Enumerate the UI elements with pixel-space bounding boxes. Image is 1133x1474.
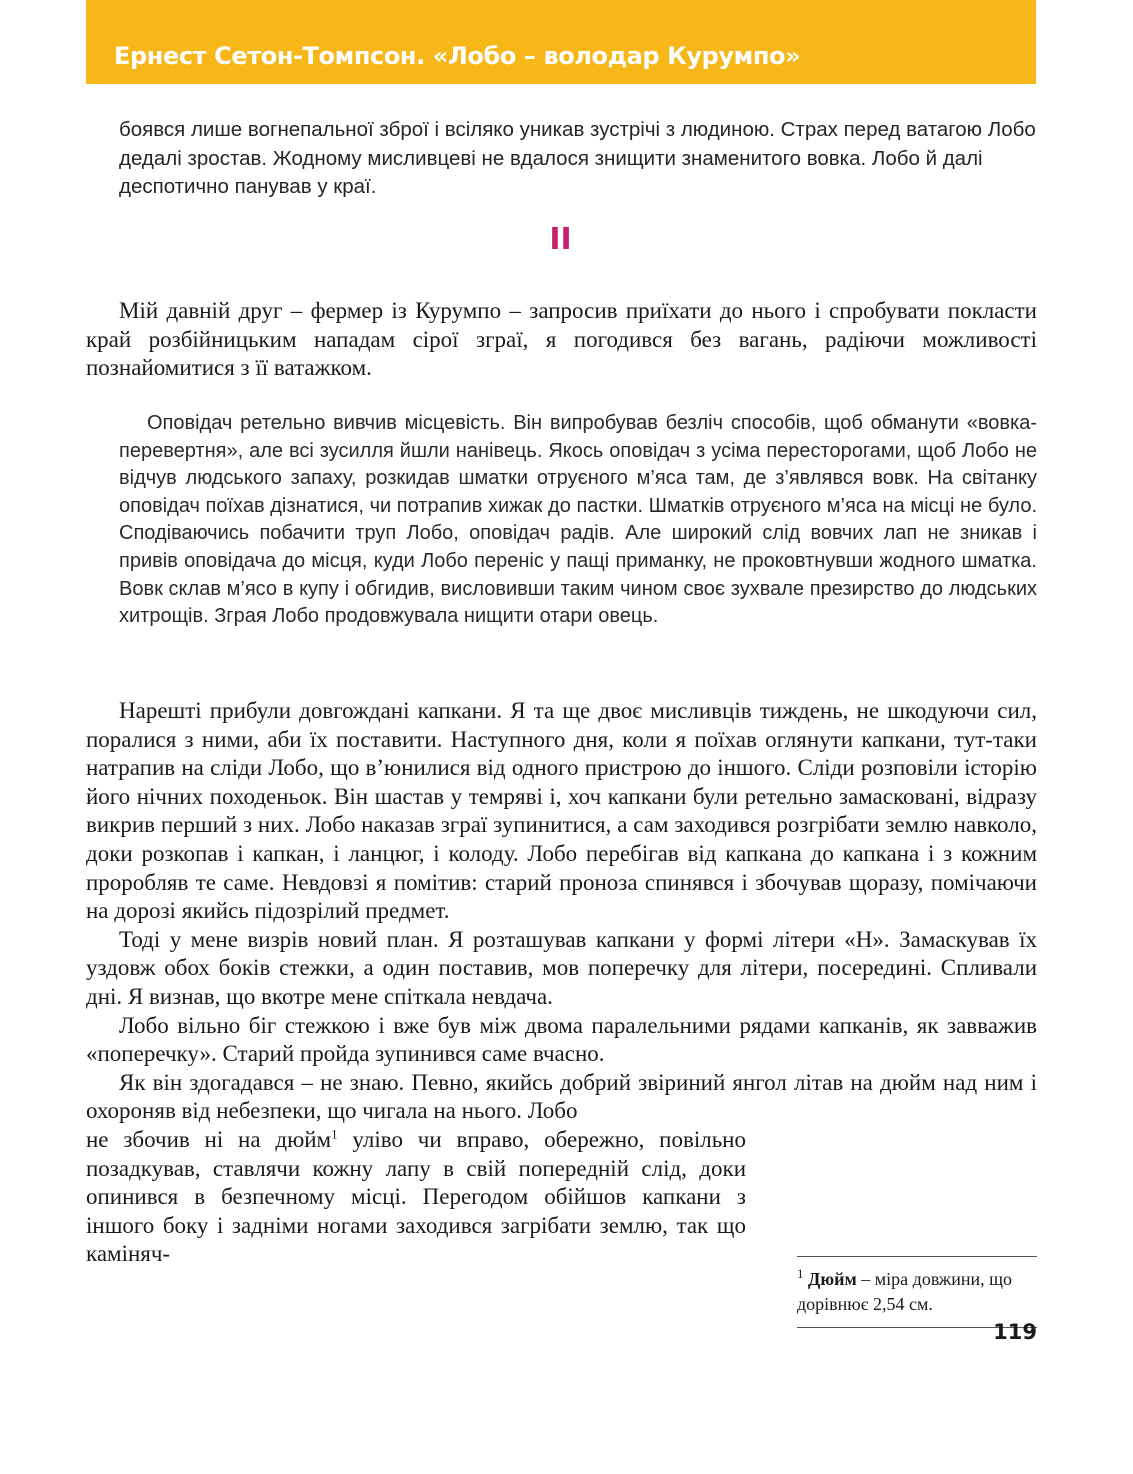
footnote-definition: – міра довжини, що дорівнює 2,54 см. [797, 1269, 1012, 1314]
story-paragraph-3: Лобо вільно біг стежкою і вже був між двома паралельними рядами капканів, як завважив «поперечку». Старий пройда зупинився саме вчасно. [86, 1012, 1037, 1067]
header-bar [86, 0, 1036, 84]
footnote [797, 1256, 1037, 1328]
story-paragraph-4-lead: не збочив ні на дюйм [86, 1126, 332, 1152]
story-paragraph-4-rest: уліво чи вправо, обережно, повільно позадкував, ставлячи кожну лапу в свій попередній слід, доки опинився в безпечному місці. Перегодом обійшов капкани з іншого боку і задніми ногами заходився загрібати землю, так що каміняч- [86, 1126, 746, 1267]
summary-text: Оповідач ретельно вивчив місцевість. Він випробував безліч способів, щоб обманути «вовка-перевертня», але всі зусилля йшли нанівець. Якось оповідач з усіма пересторогами, щоб Лобо не відчув людського запаху, розкидав шматки отруєного м’яса там, де з’являвся вовк. На світанку оповідач поїхав дізнатися, чи потрапив хижак до пастки. Шматків отруєного м’яса на місці не було. Сподіваючись побачити труп Лобо, оповідач радів. Але широкий слід вовчих лап не зникав і привів оповідача до місця, куди Лобо переніс у пащі приманку, не проковтнувши жодного шматка. Вовк склав м’ясо в купу і обгидив, висловивши таким чином своє зухвале презирство до людських хитрощів. Зграя Лобо продовжувала нищити отари овець. [119, 412, 1037, 628]
running-title: Ернест Сетон-Томпсон. «Лобо – володар Курумпо» [114, 42, 801, 70]
story-paragraph-4: Як він здогадався – не знаю. Певно, якийсь добрий звіриний янгол літав на дюйм над ним і охороняв від небезпеки, що чигала на нього. Лобо [86, 1069, 1037, 1124]
footnote-reference[interactable]: 1 [331, 1126, 338, 1142]
section-number: II [549, 222, 572, 257]
summary-block [119, 410, 1037, 631]
paragraph-1 [86, 297, 1037, 383]
paragraph-1-text: Мій давній друг – фермер із Курумпо – запросив приїхати до нього і спробувати покласти край розбійницьким нападам сірої зграї, я погодився без вагань, радіючи можливості познайомитися з її ватажком. [86, 298, 1037, 381]
page-number: 119 [993, 1320, 1037, 1344]
story-paragraph-4-continued [86, 1126, 746, 1269]
story-block [86, 697, 1037, 1269]
footnote-marker: 1 [797, 1266, 804, 1281]
story-paragraph-1: Нарешті прибули довгождані капкани. Я та ще двоє мисливців тиждень, не шкодуючи сил, поралися з ними, аби їх поставити. Наступного дня, коли я поїхав оглянути капкани, тут-таки натрапив на сліди Лобо, що в’юнилися від одного пристрою до іншого. Сліди розповіли історію його нічних походеньок. Він шастав у темряві і, хоч капкани були ретельно замасковані, відразу викрив перший з них. Лобо наказав зграї зупинитися, а сам заходився розгрібати землю навколо, доки розкопав і капкан, і ланцюг, і колоду. Лобо перебігав від капкана до капкана і з кожним проробляв те саме. Невдовзі я помітив: старий проноза спинявся і збочував щоразу, помічаючи на дорозі якийсь підозрілий предмет. [86, 698, 1037, 924]
story-paragraph-2: Тоді у мене визрів новий план. Я розташував капкани у формі літери «Н». Замаскував їх уздовж обох боків стежки, а один поставив, мов поперечку для літери, посередині. Спливали дні. Я визнав, що вкотре мене спіткала невдача. [86, 926, 1037, 1009]
intro-text: боявся лише вогнепальної зброї і всіляко уникав зустрічі з людиною. Страх перед ватагою Лобо дедалі зростав. Жодному мисливцеві не вдалося знищити знаменитого вовка. Лобо й далі деспотично панував у краї. [119, 118, 1036, 198]
footnote-term: Дюйм [808, 1269, 857, 1289]
